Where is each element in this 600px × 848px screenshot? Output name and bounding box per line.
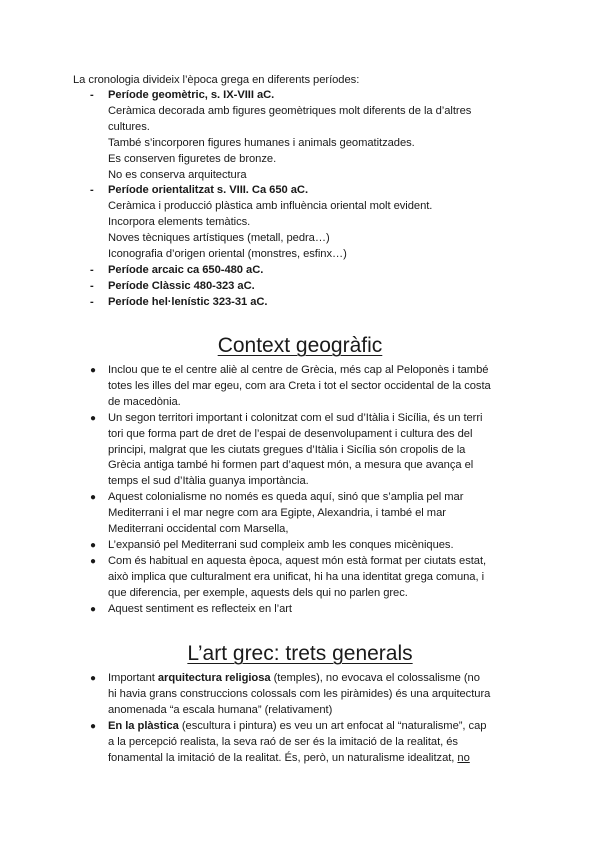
periods-list bbox=[90, 88, 530, 311]
context-bullet-list bbox=[90, 363, 518, 618]
text-line: També s’incorporen figures humanes i animals geomatitzades. bbox=[108, 136, 415, 149]
bullet-icon: ● bbox=[90, 412, 96, 424]
bullet-icon: ● bbox=[90, 365, 96, 376]
underlined-word: no bbox=[457, 751, 470, 764]
text-line: Es conserven figuretes de bronze. bbox=[108, 152, 277, 165]
text-line: Noves tècniques artístiques (metall, pedra…) bbox=[108, 232, 330, 245]
dash-marker: - bbox=[90, 263, 94, 276]
text-line: Incorpora elements temàtics. bbox=[108, 216, 251, 229]
period-description bbox=[90, 199, 530, 263]
keyword-bold: arquitectura religiosa bbox=[157, 672, 271, 684]
list-item: ● Com és habitual en aquesta època, aquest món està format per ciutats estat, això implica que culturalment era unificat, hi ha una identitat grega comuna, i que diferencia, per exemple, aquests dels qui no parlen grec. bbox=[90, 554, 487, 599]
text-line: Ceràmica decorada amb figures geomètriques molt diferents de la d’altres bbox=[108, 104, 472, 117]
bullet-icon: ● bbox=[90, 555, 96, 567]
period-title: - Període geomètric, s. IX-VIII aC. bbox=[90, 88, 530, 104]
bullet-icon: ● bbox=[90, 539, 96, 551]
bullet-icon: ● bbox=[90, 603, 96, 615]
bullet-icon: ● bbox=[90, 720, 96, 732]
intro-text: La cronologia divideix l’època grega en diferents períodes: bbox=[73, 74, 360, 86]
section-heading-art: L’art grec: trets generals bbox=[187, 642, 413, 665]
period-item bbox=[90, 183, 530, 263]
dash-marker: - bbox=[90, 89, 94, 101]
art-bullet-list bbox=[90, 671, 518, 766]
list-item: ● En la plàstica (escultura i pintura) es veu un art enfocat al “naturalisme”, cap a la percepció realista, la seva raó de ser és la imitació de la realitat, és fonamental la imitació de la realitat. És, però, un naturalisme idealitzat, no bbox=[90, 719, 487, 764]
list-item: ● Aquest colonialisme no només es queda aquí, sinó que s’amplia pel mar Mediterrani i el mar negre com ara Egipte, Alexandria, i també el mar Mediterrani occidental com Marsella, bbox=[90, 491, 464, 536]
dash-marker: - bbox=[90, 184, 94, 197]
text-line: Iconografia d’origen oriental (monstres, esfinx…) bbox=[108, 248, 347, 261]
period-description bbox=[90, 104, 530, 184]
list-item: ● Inclou que te el centre aliè al centre de Grècia, més cap al Peloponès i també totes les illes del mar egeu, com ara Creta i tot el sector occidental de la costa de macedònia. bbox=[90, 364, 491, 408]
keyword-bold: En la plàstica bbox=[108, 719, 179, 732]
text-line: No es conserva arquitectura bbox=[108, 168, 247, 181]
bullet-icon: ● bbox=[90, 673, 96, 684]
period-title: - Període Clàssic 480-323 aC. bbox=[90, 279, 530, 295]
list-item: ● Important arquitectura religiosa (temples), no evocava el colossalisme (no hi havia grans construccions colossals com les piràmides) és una arquitectura anomenada “a escala humana” (relativament) bbox=[90, 672, 491, 716]
dash-marker: - bbox=[90, 295, 94, 308]
list-item: ● Aquest sentiment es reflecteix en l’art bbox=[90, 602, 518, 618]
list-item: ● L’expansió pel Mediterrani sud compleix amb les conques micèniques. bbox=[90, 538, 518, 554]
period-title: - Període arcaic ca 650-480 aC. bbox=[90, 263, 530, 279]
period-item bbox=[90, 88, 530, 183]
section-heading-context: Context geogràfic bbox=[217, 334, 383, 357]
dash-marker: - bbox=[90, 279, 94, 292]
bullet-icon: ● bbox=[90, 492, 96, 504]
list-item: ● Un segon territori important i colonitzat com el sud d’Itàlia i Sicília, és un terri tori que forma part de dret de l’espai de desenvolupament i cultura des del principi, malgrat que les ciutats gregues d’Itàlia i Sicília són cropolis de la Grècia antiga també hi formen part d’aquest món, a mesura que avança el temps el sud d’Itàlia guanya importància. bbox=[90, 411, 483, 488]
text-line: cultures. bbox=[108, 120, 150, 133]
text-line: Ceràmica i producció plàstica amb influència oriental molt evident. bbox=[108, 200, 433, 213]
period-title: - Període orientalitzat s. VIII. Ca 650 aC. bbox=[90, 183, 530, 199]
period-title: - Període hel·lenístic 323-31 aC. bbox=[90, 295, 530, 311]
